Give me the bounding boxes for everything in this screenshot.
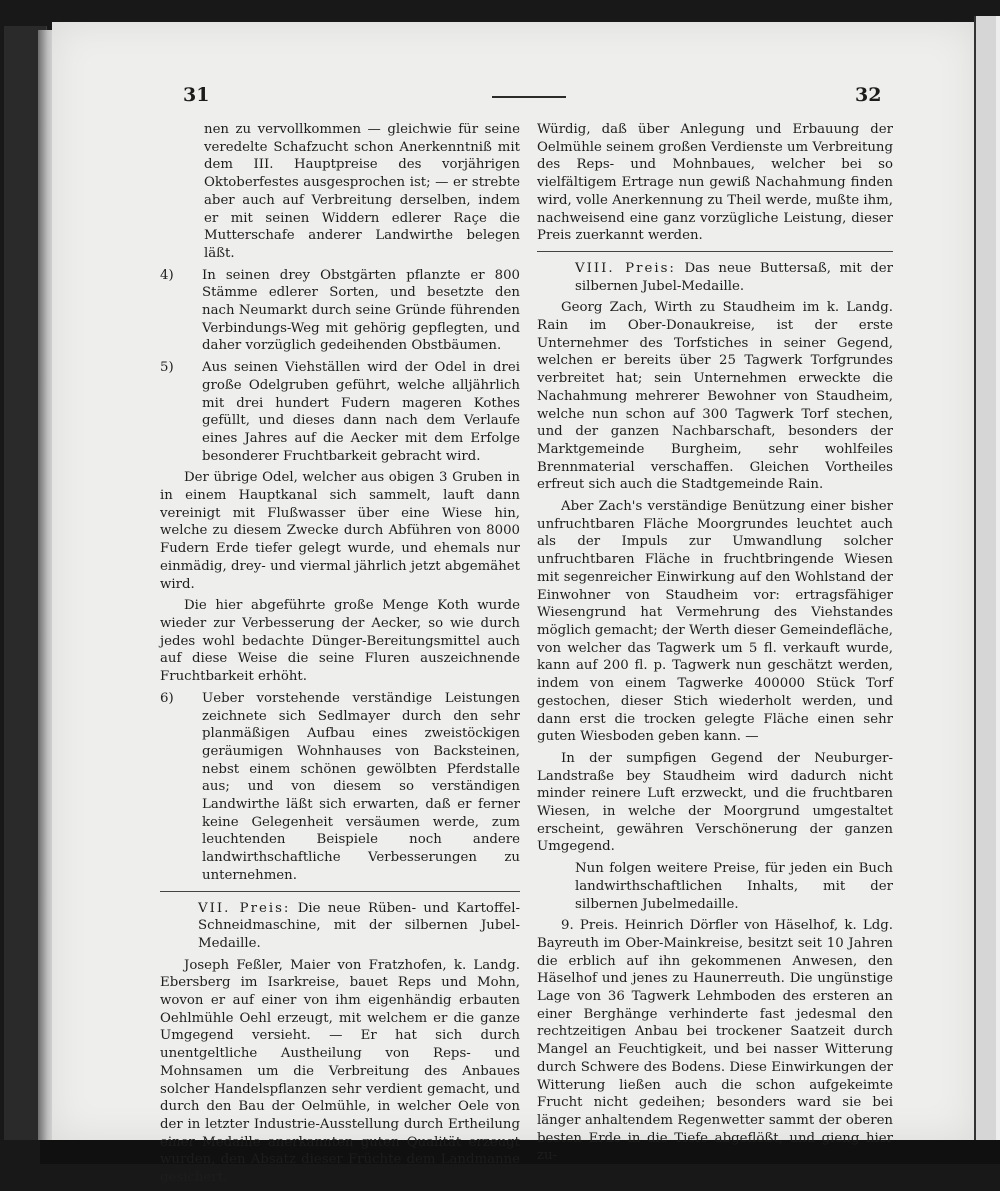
- item-number: 5): [160, 360, 174, 376]
- left-intro-paragraph: nen zu vervollkommen — gleichwie für seine veredelte Schafzucht schon Anerkenntniß mit dem III. Hauptpreise des vorjährigen Oktoberfestes ausgesprochen ist; — er strebte aber auch auf Verbreitung derselben, indem er mit seinen Widdern edlerer Raçe die Mutterschafe anderer Landwirthe belegen läßt.: [204, 122, 520, 261]
- prize-label: 9. Preis.: [561, 918, 619, 934]
- paragraph-odel: Der übrige Odel, welcher aus obigen 3 Gruben in in einem Hauptkanal sich sammelt, lauft dann vereinigt mit Flußwasser über eine Wiese hin, welche zu diesem Zwecke durch Abführen von 8000 Fudern Erde tiefer gelegt wurde, und ehemals nur einmädig, drey- und viermal jährlich jetzt abgemähet wird.: [160, 470, 520, 592]
- prize-heading-8: [537, 260, 893, 295]
- item-number: 6): [160, 690, 174, 706]
- header-rule: [492, 96, 566, 98]
- right-page-strip: [974, 16, 1000, 1140]
- left-column: [160, 121, 520, 1191]
- paragraph-zach: Georg Zach, Wirth zu Staudheim im k. Landg. Rain im Ober-Donaukreise, ist der erste Unternehmer des Torfstiches in seiner Gegend, welchen er bereits über 25 Tagwerk Torfgrundes verbreitet hat; sein Unternehmen erweckte die Nachahmung mehrerer Bewohner von Staudheim, welche nun schon auf 300 Tagwerk Torf stechen, und der ganzen Nachbarschaft, besonders der Marktgemeinde Burgheim, sehr wohlfeiles Brennmaterial verschaffen. Gleichen Vortheiles erfreut sich auch die Stadtgemeinde Rain.: [537, 300, 893, 493]
- paragraph-benuetzung: Aber Zach's verständige Benützung einer bisher unfruchtbaren Fläche Moorgrundes leuchtet auch als der Impuls zur Umwandlung solcher unfruchtbaren Fläche in fruchtbringende Wiesen mit segenreicher Einwirkung auf den Wohlstand der Einwohner von Staudheim vor: ertragsfähiger Wiesengrund hat Vermehrung des Viehstandes möglich gemacht; der Werth dieser Gemeindefläche, von welcher das Tagwerk um 5 fl. verkauft wurde, kann auf 200 fl. p. Tagwerk nun geschätzt werden, indem von einem Tagwerke 400000 Stück Torf gestochen, dieser Stich wiederholt werden, und dann erst die trocken gelegte Fläche einen sehr guten Wiesboden geben kann. —: [537, 499, 893, 745]
- prize-title: Die neue Rüben- und Kartoffel-Schneidmaschine, mit der silbernen Jubel-Medaille.: [198, 900, 521, 951]
- section-rule: [537, 251, 893, 252]
- item-text: Aus seinen Viehställen wird der Odel in drei große Odelgruben geführt, welche alljährlich mit drei hundert Fudern mageren Kothes gefüllt, und dieses dann nach dem Verlaufe eines Jahres auf die Aecker mit dem Erfolge besonderer Fruchtbarkeit gebracht wird.: [202, 360, 520, 464]
- paragraph-weitere-preise: Nun folgen weitere Preise, für jeden ein Buch landwirthschaftlichen Inhalts, mit der silbernen Jubelmedaille.: [575, 861, 893, 912]
- prize-text: Heinrich Dörfler von Häselhof, k. Ldg. Bayreuth im Ober-Mainkreise, besitzt seit 10 Jahren die erblich auf ihn gekommenen Anwesen, den Häselhof und jenes zu Haunerreuth. Die ungünstige Lage von 36 Tagwerk Lehmboden des ersteren an einer Berghänge verhinderte fast jedesmal den rechtzeitigen Anbau bei trockener Saatzeit durch Mangel an Feuchtigkeit, und bei nasser Witterung durch Schwere des Bodens. Diese Einwirkungen der Witterung ließen auch die schon aufgekeimte Frucht nicht gedeihen; besonders ward sie bei länger anhaltendem Regenwetter sammt der oberen besten Erde in die Tiefe abgeflößt, und gieng hier zu-: [537, 918, 894, 1164]
- prize-label: VII. Preis:: [198, 900, 291, 916]
- item-text: In seinen drey Obstgärten pflanzte er 800 Stämme edlerer Sorten, und besetzte den nach Neumarkt durch seine Gründe führenden Verbindungs-Weg mit gehörig gepflegten, und daher vorzüglich gedeihenden Obstbäumen.: [202, 267, 520, 354]
- prize-heading-7: [160, 900, 520, 953]
- prize-label: VIII. Preis:: [575, 260, 676, 276]
- item-number: 4): [160, 267, 174, 283]
- page-number-right: 32: [855, 84, 882, 106]
- item-text: Ueber vorstehende verständige Leistungen zeichnete sich Sedlmayer durch den sehr planmäßigen Aufbau eines zweistöckigen geräumigen Wohnhauses von Backsteinen, nebst einem schönen gewölbten Pferdstalle aus; und von diesem so verständigen Landwirthe läßt sich erwarten, daß er ferner keine Gelegenheit versäumen werde, zum leuchtenden Beispiele noch andere landwirthschaftliche Verbesserungen zu unternehmen.: [202, 690, 520, 883]
- right-column: [537, 121, 893, 1169]
- paragraph-sumpfig: In der sumpfigen Gegend der Neuburger-Landstraße bey Staudheim wird dadurch nicht minder reinere Luft erzweckt, und die fruchtbaren Wiesen, in welche der Moorgrund umgestaltet erscheint, gewähren Verschönerung der ganzen Umgegend.: [537, 750, 893, 855]
- section-rule: [160, 891, 520, 892]
- page-number-left: 31: [183, 84, 210, 106]
- right-intro-paragraph: Würdig, daß über Anlegung und Erbauung der Oelmühle seinem großen Verdienste um Verbreitung des Reps- und Mohnbaues, welcher bei so vielfältigem Ertrage nun gewiß Nachahmung finden wird, volle Anerkennung zu Theil werde, mußte ihm, nachweisend eine ganz vorzügliche Leistung, dieser Preis zuerkannt werden.: [537, 122, 893, 244]
- prize-title: Das neue Buttersaß, mit der silbernen Jubel-Medaille.: [575, 260, 893, 294]
- paragraph-koth: Die hier abgeführte große Menge Koth wurde wieder zur Verbesserung der Aecker, so wie durch jedes wohl bedachte Dünger-Bereitungsmittel auch auf diese Weise die seine Fluren auszeichnende Fruchtbarkeit erhöht.: [160, 598, 520, 685]
- list-item-6: [160, 690, 520, 885]
- paragraph-preis-9: [537, 917, 893, 1165]
- right-edge: [996, 16, 1000, 1140]
- list-item-4: [160, 267, 520, 356]
- list-item-5: [160, 359, 520, 465]
- paragraph-fessler: Joseph Feßler, Maier von Fratzhofen, k. Landg. Ebersberg im Isarkreise, bauet Reps und Mohn, wovon er auf einer von ihm eigenhändig erbauten Oehlmühle Oehl erzeugt, mit welchem er die ganze Umgegend versieht. — Er hat sich durch unentgeltliche Austheilung von Reps- und Mohnsamen um die Verbreitung des Anbaues solcher Handelspflanzen sehr verdient gemacht, und durch den Bau der Oelmühle, in welcher Oele von der in letzter Industrie-Ausstellung durch Ertheilung einer Medaille anerkannten guten Qualität erzeugt wurden, den Absatz dieser Früchte dem Landmanne gesichert.: [160, 957, 520, 1186]
